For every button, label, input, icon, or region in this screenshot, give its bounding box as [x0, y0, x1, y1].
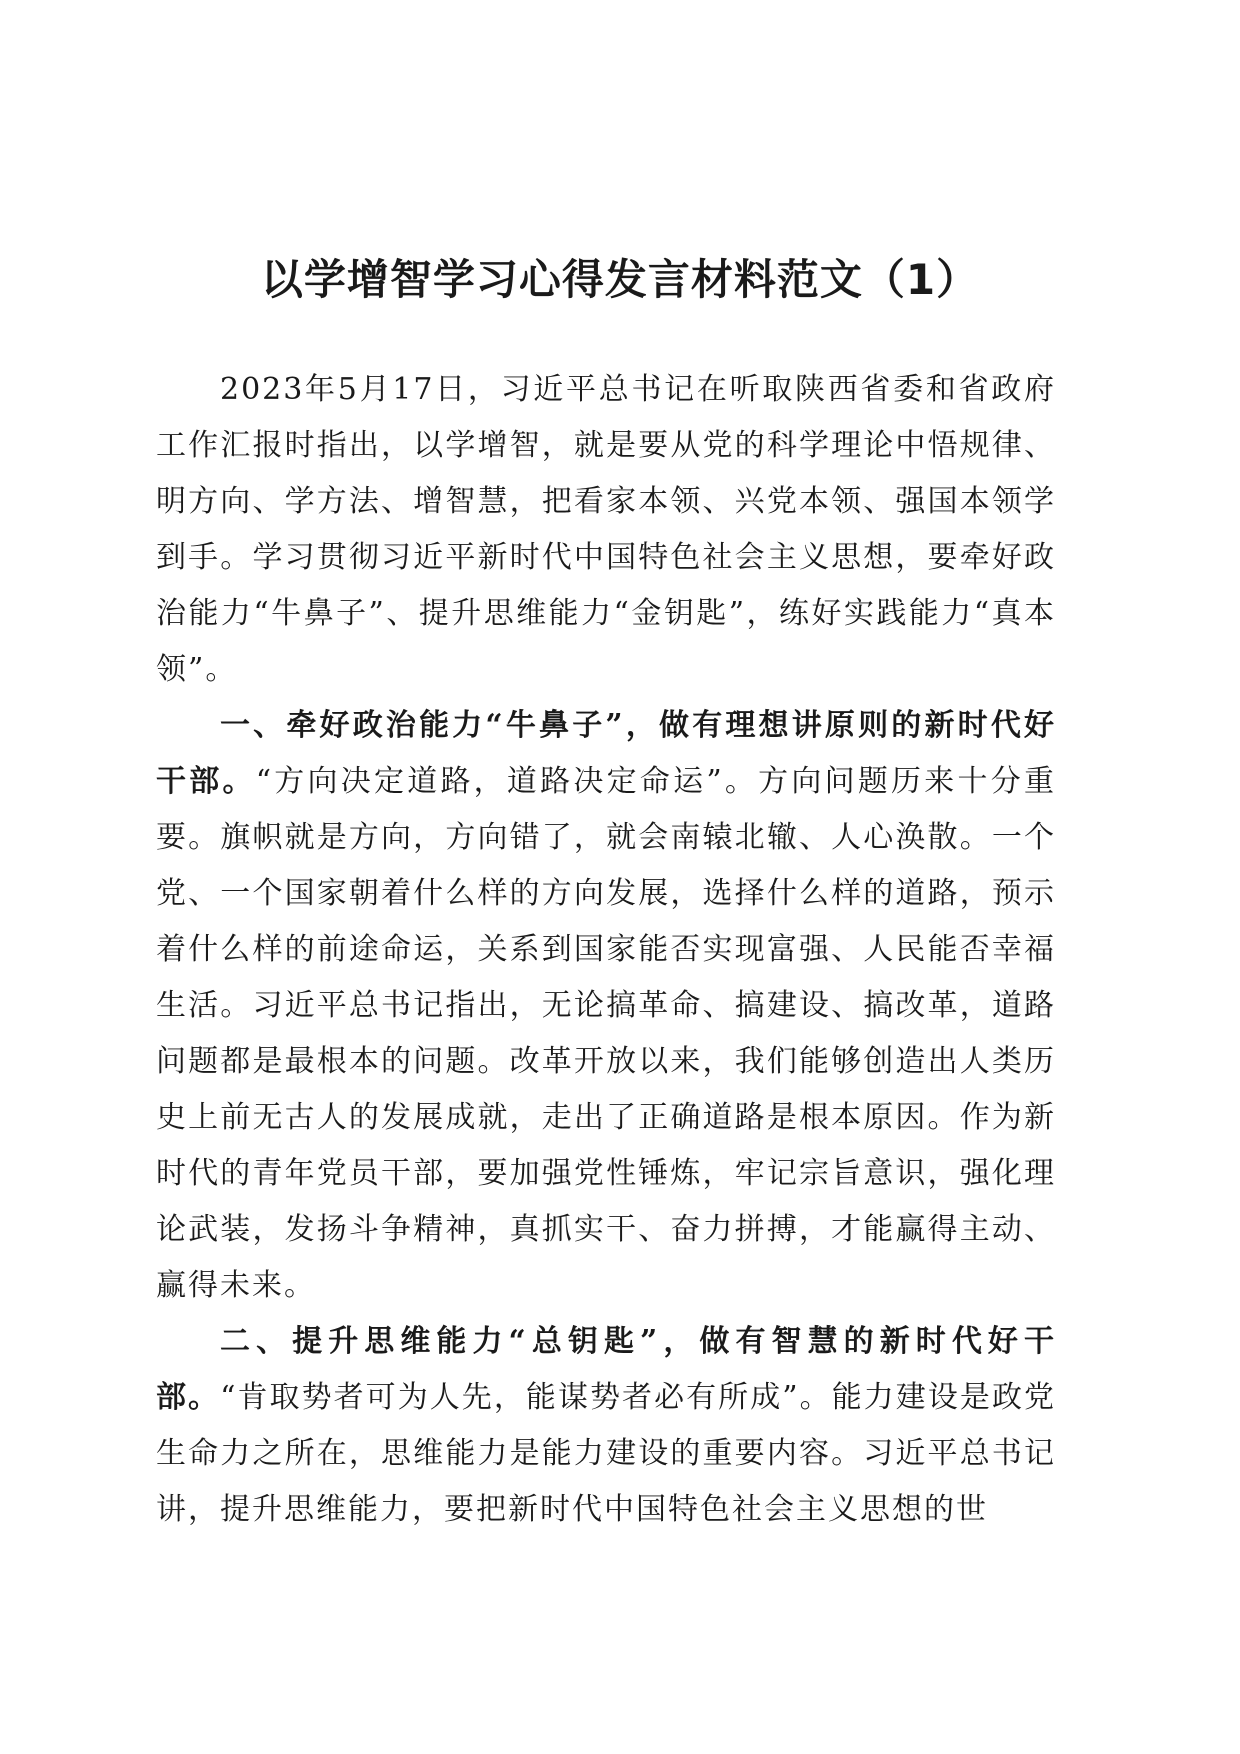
section-heading-2: 二、提升思维能力“总钥匙”，做有智慧的新时代好干部。 — [156, 1324, 1056, 1415]
paragraph-section-1 — [156, 698, 1056, 1314]
paragraph-intro — [156, 362, 1056, 698]
document-body — [156, 362, 1056, 1538]
paragraph-text: 2023年5月17日，习近平总书记在听取陕西省委和省政府工作汇报时指出，以学增智，就是要从党的科学理论中悟规律、明方向、学方法、增智慧，把看家本领、兴党本领、强国本领学到手。学习贯彻习近平新时代中国特色社会主义思想，要牵好政治能力“牛鼻子”、提升思维能力“金钥匙”，练好实践能力“真本领”。 — [156, 372, 1056, 687]
section-heading-1: 一、牵好政治能力“牛鼻子”，做有理想讲原则的新时代好干部。 — [156, 708, 1056, 799]
paragraph-text: “方向决定道路，道路决定命运”。方向问题历来十分重要。旗帜就是方向，方向错了，就会南辕北辙、人心涣散。一个党、一个国家朝着什么样的方向发展，选择什么样的道路，预示着什么样的前途命运，关系到国家能否实现富强、人民能否幸福生活。习近平总书记指出，无论搞革命、搞建设、搞改革，道路问题都是最根本的问题。改革开放以来，我们能够创造出人类历史上前无古人的发展成就，走出了正确道路是根本原因。作为新时代的青年党员干部，要加强党性锤炼，牢记宗旨意识，强化理论武装，发扬斗争精神，真抓实干、奋力拼搏，才能赢得主动、赢得未来。 — [156, 764, 1056, 1303]
document-title: 以学增智学习心得发言材料范文（1） — [260, 255, 980, 304]
paragraph-text: “肯取势者可为人先，能谋势者必有所成”。能力建设是政党生命力之所在，思维能力是能力建设的重要内容。习近平总书记讲，提升思维能力，要把新时代中国特色社会主义思想的世 — [156, 1380, 1056, 1527]
paragraph-section-2 — [156, 1314, 1056, 1538]
